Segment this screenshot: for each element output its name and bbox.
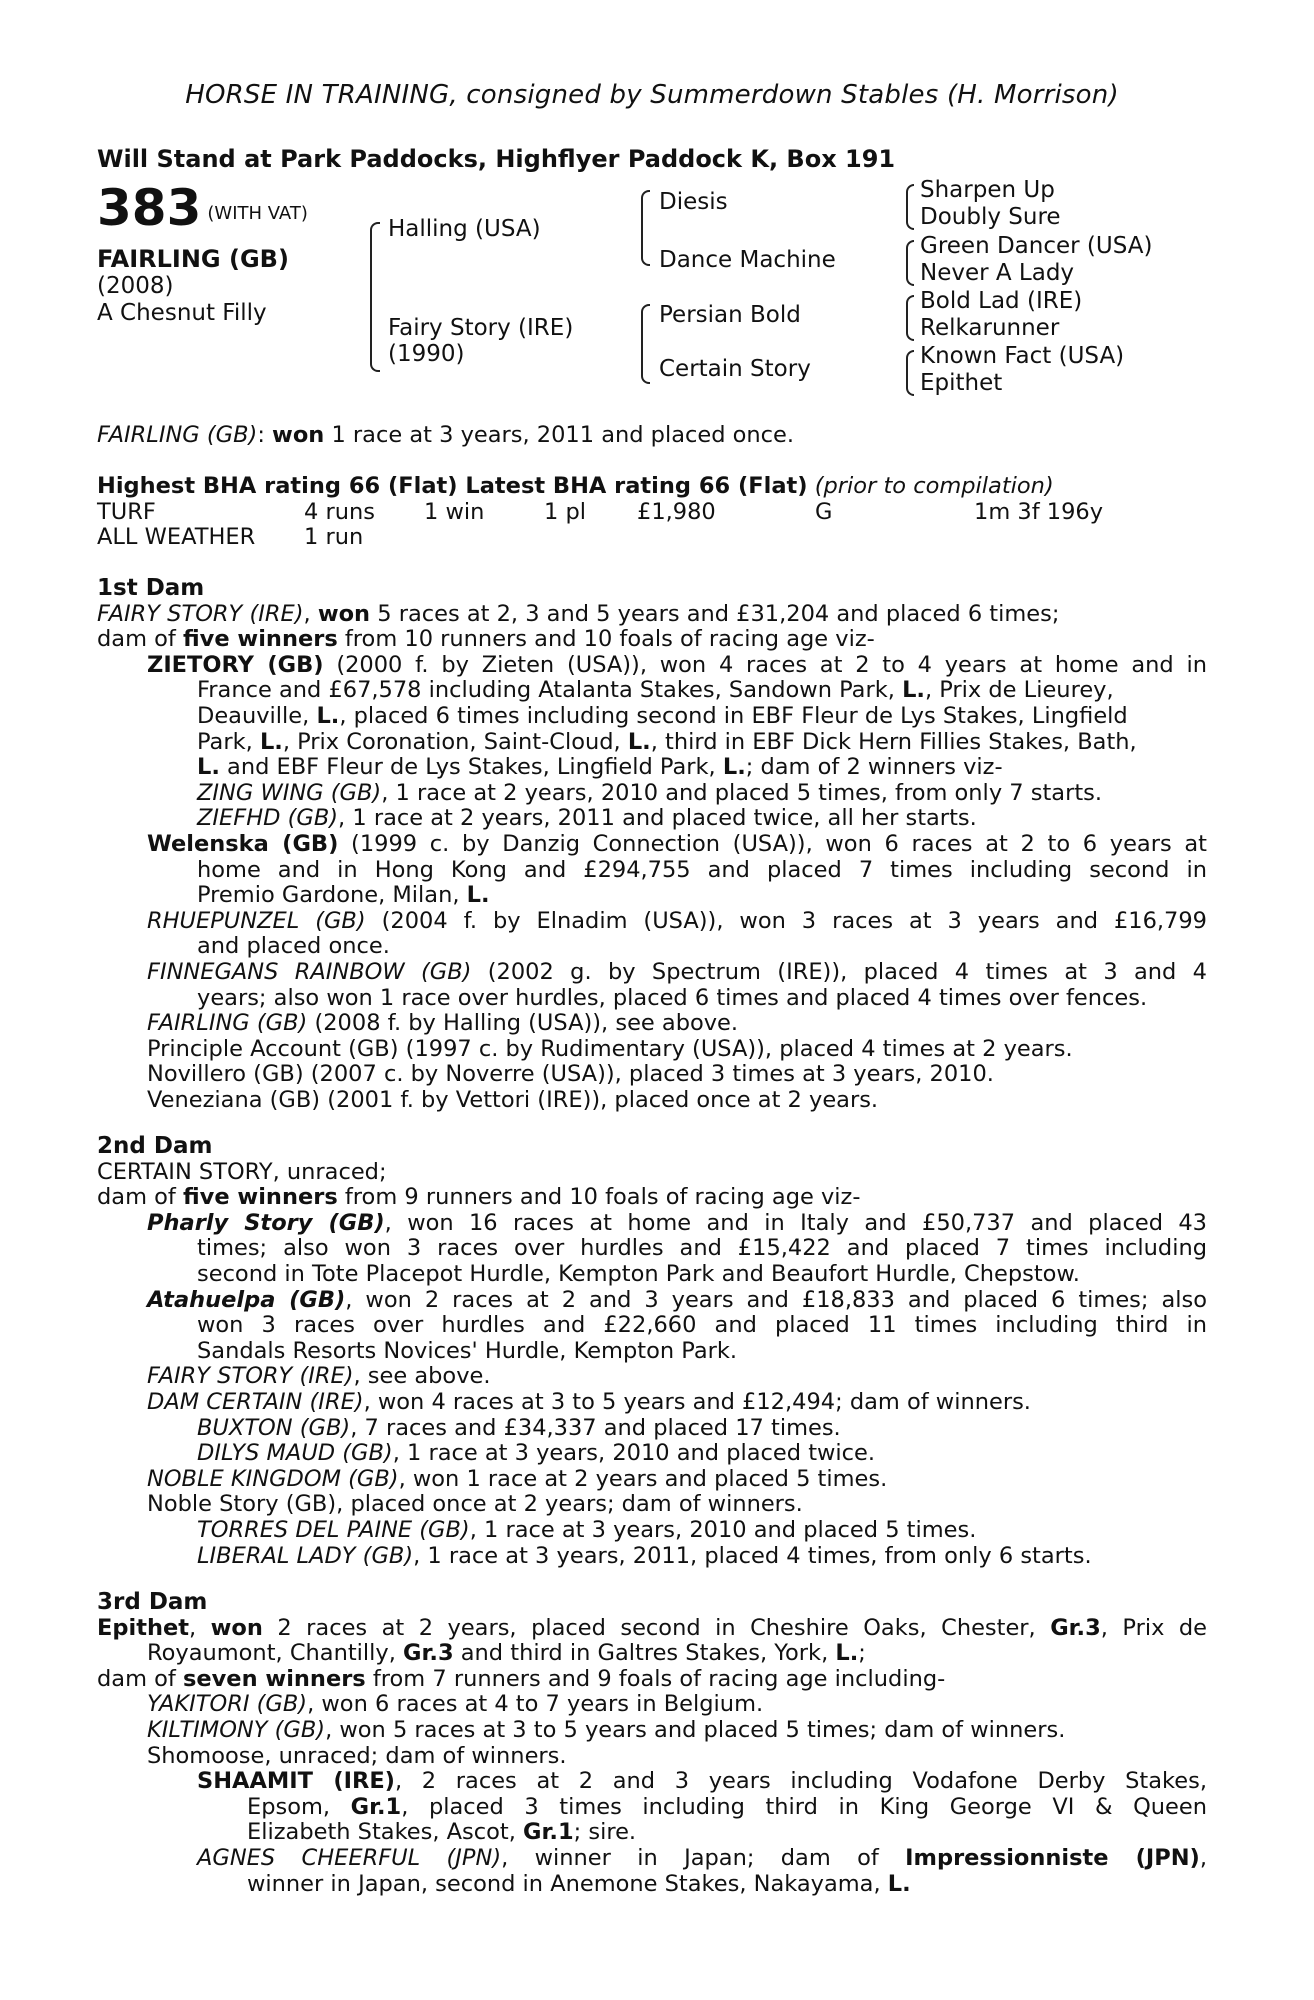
pedigree-brace-dam <box>641 304 650 384</box>
second-dam-title: 2nd Dam <box>97 1133 213 1159</box>
lot-number-block <box>97 179 308 237</box>
pedigree-brace-main <box>370 222 380 372</box>
pedigree-dam: Fairy Story (IRE) <box>388 315 574 341</box>
horse-description: A Chesnut Filly <box>97 300 267 326</box>
aw-record: ALL WEATHER 1 run <box>97 524 364 551</box>
page-header: HORSE IN TRAINING, consigned by Summerdown Stables (H. Morrison) <box>185 80 1119 110</box>
vat-note: (WITH VAT) <box>207 203 308 224</box>
atahuelpa-entry: Atahuelpa (GB), won 2 races at 2 and 3 years and £18,833 and placed 6 times; also <box>147 1286 1208 1313</box>
stand-location: Will Stand at Park Paddocks, Highflyer Paddock K, Box 191 <box>97 145 896 173</box>
pedigree-sdd: Never A Lady <box>920 260 1075 286</box>
pedigree-sire-dam: Dance Machine <box>659 247 836 273</box>
pharly-story-entry: Pharly Story (GB), won 16 races at home and in Italy and £50,737 and placed 43 <box>147 1209 1207 1236</box>
turf-record: TURF 4 runs 1 win 1 pl £1,980 G 1m 3f 196y <box>97 498 1104 525</box>
pedigree-sire: Halling (USA) <box>388 216 541 242</box>
rhuepunzel-entry: RHUEPUNZEL (GB) (2004 f. by Elnadim (USA)), won 3 races at 3 years and £16,799 <box>147 907 1207 934</box>
welenska-entry: Welenska (GB) (1999 c. by Danzig Connection (USA)), won 6 races at 2 to 6 years at <box>147 830 1207 857</box>
horse-info <box>97 246 289 327</box>
finnegans-entry: FINNEGANS RAINBOW (GB) (2002 g. by Spectrum (IRE)), placed 4 times at 3 and 4 <box>147 958 1208 985</box>
rating-headline: Highest BHA rating 66 (Flat) Latest BHA rating 66 (Flat) <box>97 473 808 499</box>
rating-block <box>97 474 1207 551</box>
pedigree-dam-sire: Persian Bold <box>659 302 801 328</box>
pedigree-sire-sire: Diesis <box>659 189 728 215</box>
pedigree-brace-sd <box>906 240 914 286</box>
shaamit-entry: SHAAMIT (IRE), 2 races at 2 and 3 years including Vodafone Derby Stakes, <box>197 1768 1207 1795</box>
summary-horse: FAIRLING (GB) <box>97 422 258 448</box>
zietory-entry: ZIETORY (GB) (2000 f. by Zieten (USA)), won 4 races at 2 to 4 years at home and in <box>147 651 1207 678</box>
pedigree-brace-ss <box>906 184 914 230</box>
pedigree-brace-ds <box>906 295 914 341</box>
pedigree-brace-dd <box>906 350 914 396</box>
pedigree-ssd: Doubly Sure <box>920 204 1061 230</box>
horse-name: FAIRLING (GB) <box>97 245 289 273</box>
horse-year: (2008) <box>97 273 174 299</box>
pedigree-sss: Sharpen Up <box>920 177 1055 203</box>
pedigree-sds: Green Dancer (USA) <box>920 233 1153 259</box>
third-dam-title: 3rd Dam <box>97 1589 208 1615</box>
pedigree-dds: Known Fact (USA) <box>920 343 1125 369</box>
pedigree-dsd: Relkarunner <box>920 315 1060 341</box>
rating-note: (prior to compilation) <box>814 473 1054 499</box>
third-dam-section: 3rd Dam Epithet, won 2 races at 2 years, placed second in Cheshire Oaks, Chester, Gr.3, Prix de Royaumont, Chantilly, Gr.3 and third in Galtres Stakes, York, L.; dam of seven winners from 7 runners and 9 foals of racing age including- YAKITORI (GB), won 6 races at 4 to 7 years in Belgium. KILTIMONY (GB), won 5 races at 3 to 5 years and placed 5 times; dam of winners. Shomoose, unraced; dam of winners. SHAAMIT (IRE), 2 races at 2 and 3 years including Vodafone Derby Stakes, Epsom, Gr.1, placed 3 times including third in King George VI & Queen Elizabeth Stakes, Ascot, Gr.1; sire. AGNES CHEERFUL (JPN), winner in Japan; dam of Impressionniste (JPN), winner in Japan, second in Anemone Stakes, Nakayama, L. <box>97 1589 1208 1897</box>
pedigree-dam-dam: Certain Story <box>659 356 811 382</box>
pedigree-dam-year: (1990) <box>388 341 465 367</box>
first-dam-section: 1st Dam FAIRY STORY (IRE), won 5 races at 2, 3 and 5 years and £31,204 and placed 6 times; dam of five winners from 10 runners and 10 foals of racing age viz- ZIETORY (GB) (2000 f. by Zieten (USA)), won 4 races at 2 to 4 years at home and in France and £67,578 including Atalanta Stakes, Sandown Park, L., Prix de Lieurey, Deauville, L., placed 6 times including second in EBF Fleur de Lys Stakes, Lingfield Park, L., Prix Coronation, Saint-Cloud, L., third in EBF Dick Hern Fillies Stakes, Bath, L. and EBF Fleur de Lys Stakes, Lingfield Park, L.; dam of 2 winners viz- ZING WING (GB), 1 race at 2 years, 2010 and placed 5 times, from only 7 starts. ZIEFHD (GB), 1 race at 2 years, 2011 and placed twice, all her starts. Welenska (GB) (1999 c. by Danzig Connection (USA)), won 6 races at 2 to 6 years at home and in Hong Kong and £294,755 and placed 7 times including second in Premio Gardone, Milan, L. RHUEPUNZEL (GB) (2004 f. by Elnadim (USA)), won 3 races at 3 years and £16,799 and placed once. FINNEGANS RAINBOW (GB) (2002 g. by Spectrum (IRE)), placed 4 times at 3 and 4 years; also won 1 race over hurdles, placed 6 times and placed 4 times over fences. FAIRLING (GB) (2008 f. by Halling (USA)), see above. Principle Account (GB) (1997 c. by Rudimentary (USA)), placed 4 times at 2 years. Novillero (GB) (2007 c. by Noverre (USA)), placed 3 times at 3 years, 2010. Veneziana (GB) (2001 f. by Vettori (IRE)), placed once at 2 years. <box>97 575 1208 1113</box>
pedigree-dss: Bold Lad (IRE) <box>920 288 1083 314</box>
race-summary: FAIRLING (GB): won 1 race at 3 years, 2011 and placed once. <box>97 422 795 448</box>
lot-number: 383 <box>97 179 202 237</box>
agnes-cheerful-entry: AGNES CHEERFUL (JPN), winner in Japan; dam of Impressionniste (JPN), <box>197 1844 1207 1871</box>
pedigree-brace-sire <box>641 190 650 266</box>
second-dam-section: 2nd Dam CERTAIN STORY, unraced; dam of five winners from 9 runners and 10 foals of racing age viz- Pharly Story (GB), won 16 races at home and in Italy and £50,737 and placed 43 times; also won 3 races over hurdles and £15,422 and placed 7 times including second in Tote Placepot Hurdle, Kempton Park and Beaufort Hurdle, Chepstow. Atahuelpa (GB), won 2 races at 2 and 3 years and £18,833 and placed 6 times; also won 3 races over hurdles and £22,660 and placed 11 times including third in Sandals Resorts Novices' Hurdle, Kempton Park. FAIRY STORY (IRE), see above. DAM CERTAIN (IRE), won 4 races at 3 to 5 years and £12,494; dam of winners. BUXTON (GB), 7 races and £34,337 and placed 17 times. DILYS MAUD (GB), 1 race at 3 years, 2010 and placed twice. NOBLE KINGDOM (GB), won 1 race at 2 years and placed 5 times. Noble Story (GB), placed once at 2 years; dam of winners. TORRES DEL PAINE (GB), 1 race at 3 years, 2010 and placed 5 times. LIBERAL LADY (GB), 1 race at 3 years, 2011, placed 4 times, from only 6 starts. <box>97 1133 1208 1569</box>
first-dam-title: 1st Dam <box>97 575 205 601</box>
pedigree-ddd: Epithet <box>920 370 1003 396</box>
